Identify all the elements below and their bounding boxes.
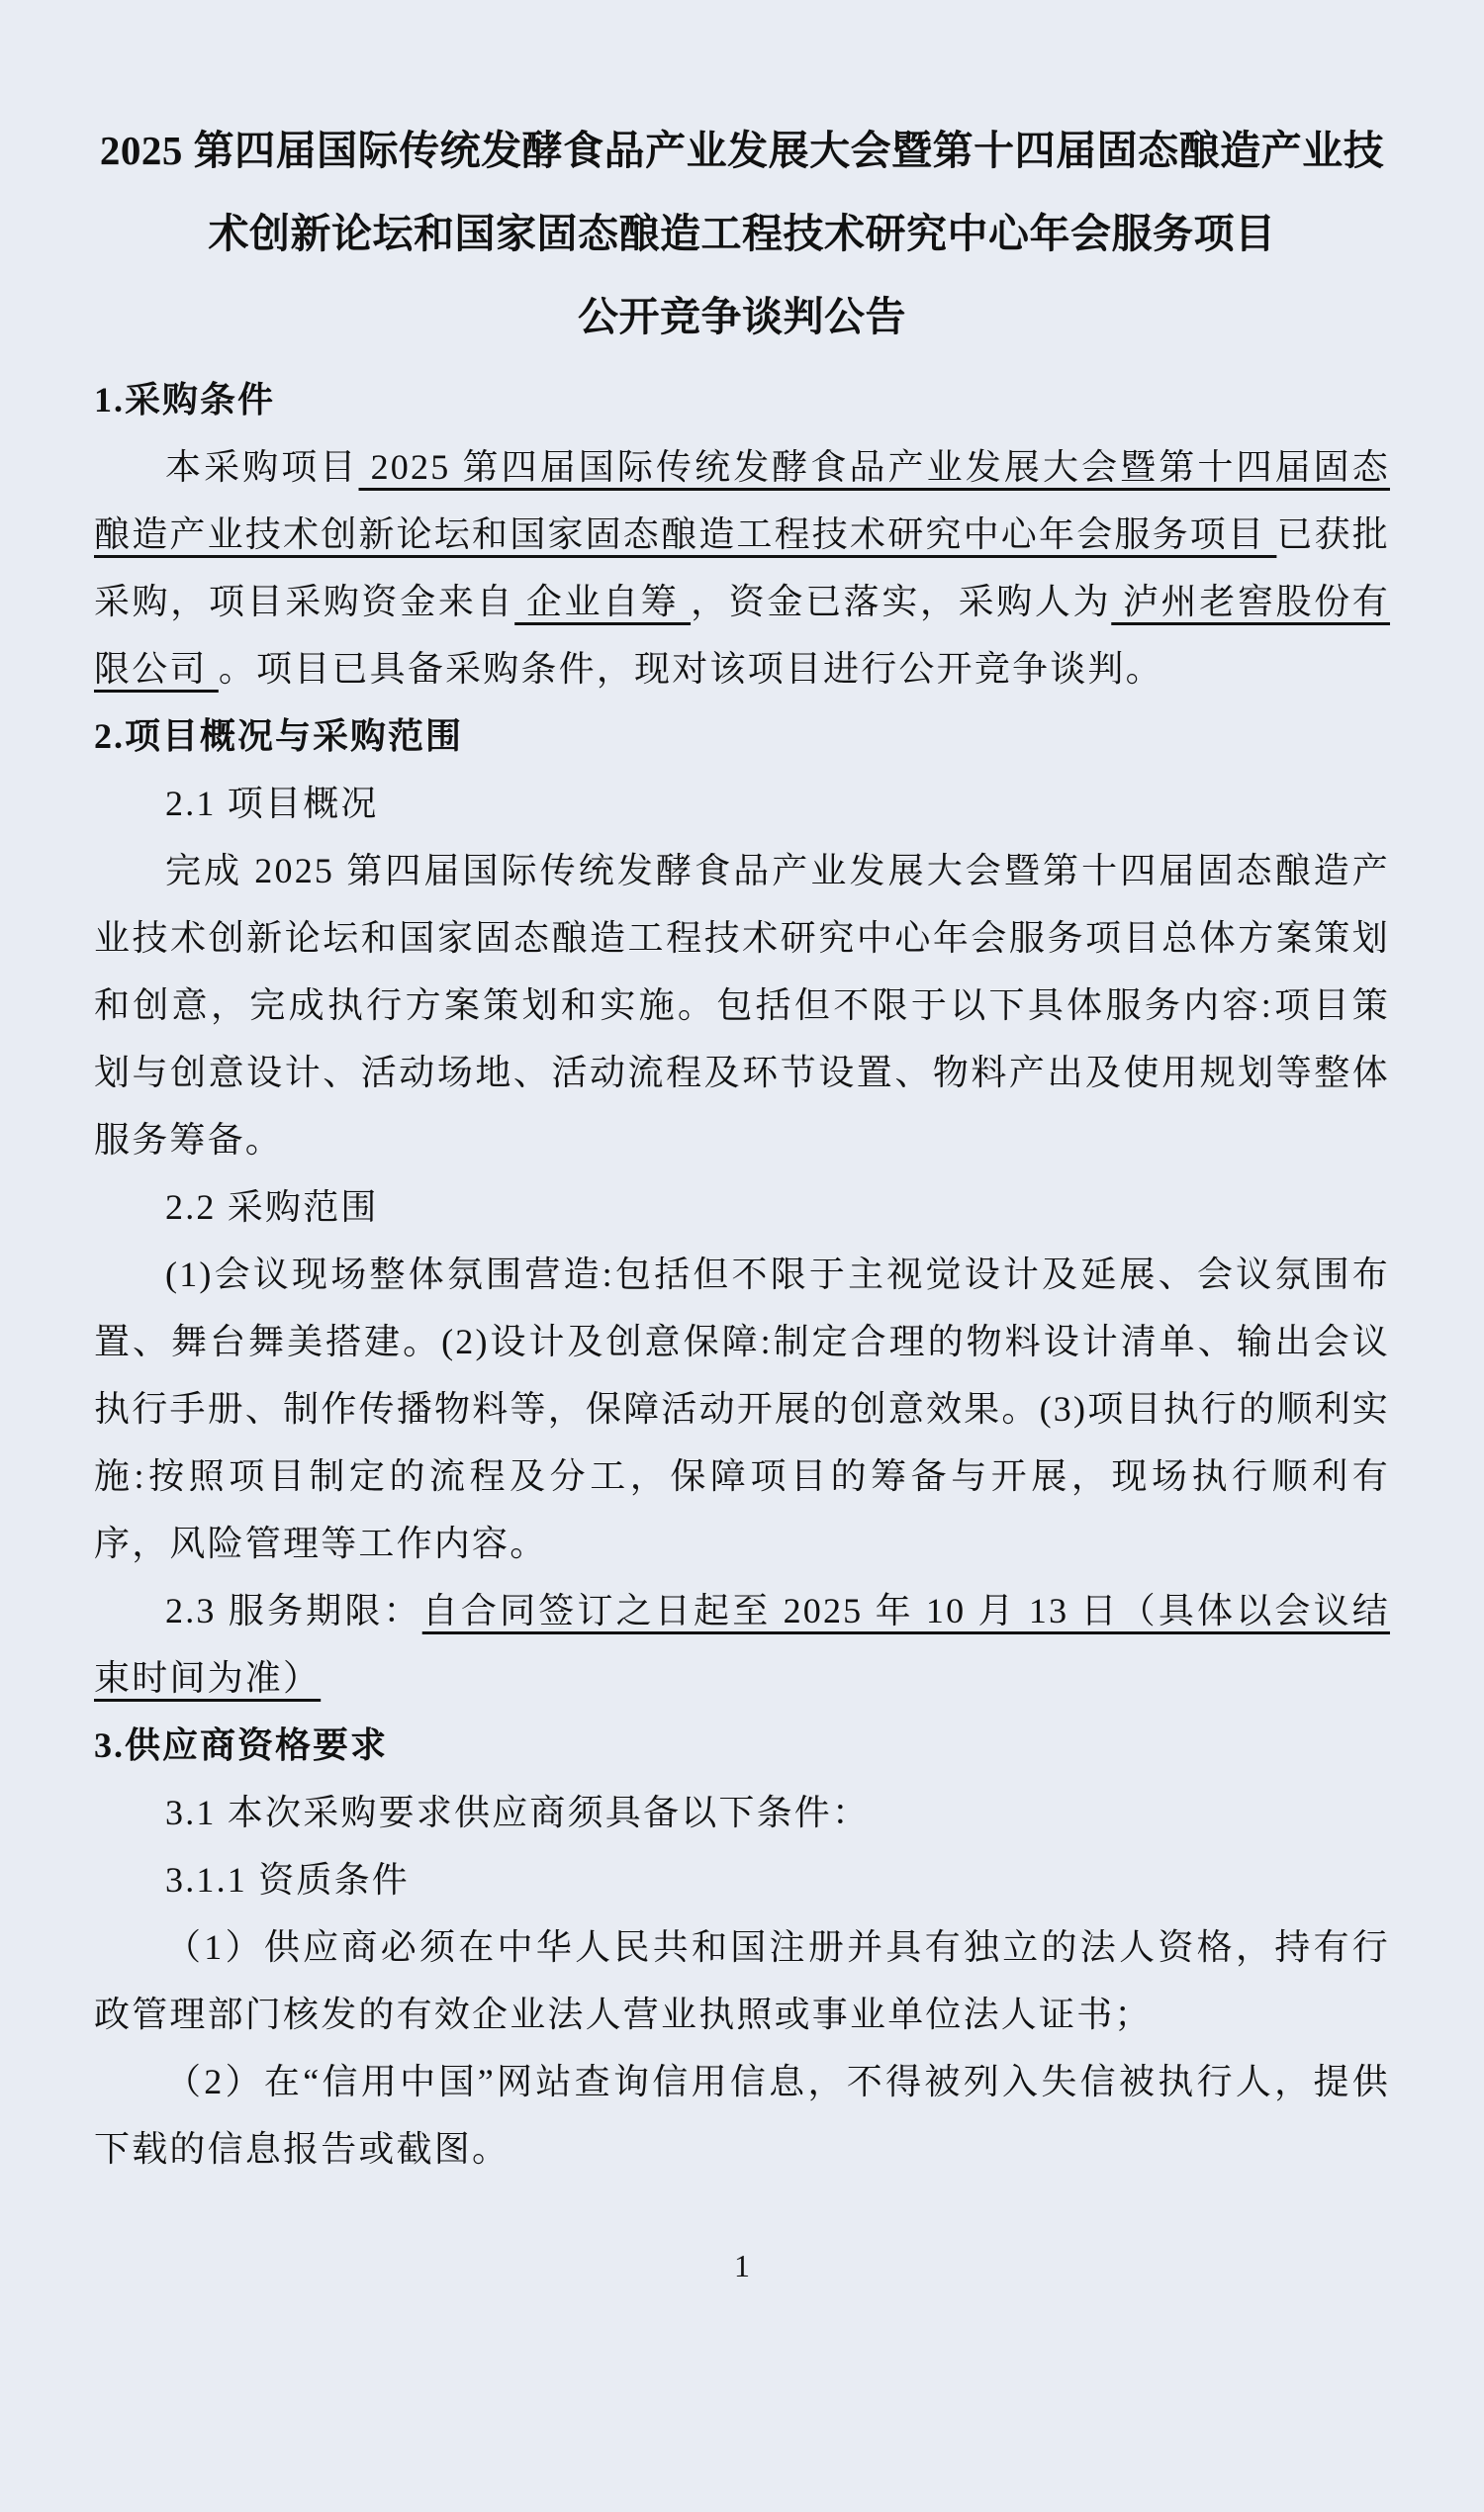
section-2-2-subheading: 2.2 采购范围: [165, 1187, 379, 1227]
service-term-label: 2.3 服务期限：: [165, 1591, 422, 1630]
project-overview-paragraph: 完成 2025 第四届国际传统发酵食品产业发展大会暨第十四届固态酿造产业技术创新论坛和国家固态酿造工程技术研究中心年会服务项目总体方案策划和创意，完成执行方案策划和实施。包括但不限于以下具体服务内容:项目策划与创意设计、活动场地、活动流程及环节设置、物料产出及使用规划等整体服务筹备。: [94, 851, 1390, 1160]
document-title-main: 2025 第四届国际传统发酵食品产业发展大会暨第十四届固态酿造产业技术创新论坛和国家固态酿造工程技术研究中心年会服务项目: [99, 128, 1385, 256]
purchaser-name-underlined: 泸州老窖股份有限公司: [94, 582, 1391, 689]
procurement-conditions-text: 。项目已具备采购条件，现对该项目进行公开竞争谈判。: [218, 649, 1163, 689]
qualification-requirement-1: （1）供应商必须在中华人民共和国注册并具有独立的法人资格，持有行政管理部门核发的有效企业法人营业执照或事业单位法人证书；: [94, 1927, 1390, 2034]
project-name-underlined: 2025 第四届国际传统发酵食品产业发展大会暨第十四届固态酿造产业技术创新论坛和国家固态酿造工程技术研究中心年会服务项目: [94, 447, 1390, 554]
page-number: 1: [734, 2248, 750, 2283]
section-2-1-subheading: 2.1 项目概况: [165, 784, 379, 823]
section-3-heading: 3.供应商资格要求: [94, 1725, 389, 1765]
service-term-paragraph: [94, 1577, 1390, 1712]
section-1-heading: 1.采购条件: [94, 380, 276, 419]
procurement-scope-paragraph: (1)会议现场整体氛围营造:包括但不限于主视觉设计及延展、会议氛围布置、舞台舞美搭建。(2)设计及创意保障:制定合理的物料设计清单、输出会议执行手册、制作传播物料等，保障活动开展的创意效果。(3)项目执行的顺利实施:按照项目制定的流程及分工，保障项目的筹备与开展，现场执行顺利有序，风险管理等工作内容。: [94, 1255, 1390, 1563]
procurement-intro-text: 本采购项目: [165, 447, 359, 487]
supplier-conditions-intro: 3.1 本次采购要求供应商须具备以下条件：: [165, 1793, 871, 1832]
funding-source-underlined: 企业自筹: [514, 582, 692, 621]
section-2-heading: 2.项目概况与采购范围: [94, 716, 464, 756]
qualification-requirement-2: （2）在“信用中国”网站查询信用信息，不得被列入失信被执行人，提供下载的信息报告或截图。: [94, 2062, 1390, 2169]
procurement-approved-text: 已获批采购，项目采购资金来自: [94, 514, 1391, 621]
funds-settled-text: ，资金已落实，采购人为: [691, 582, 1112, 621]
section-1-paragraph: [94, 433, 1390, 702]
service-term-value-underlined: 自合同签订之日起至 2025 年 10 月 13 日（具体以会议结束时间为准）: [94, 1591, 1390, 1698]
document-title-sub: 公开竞争谈判公告: [578, 294, 906, 339]
qualification-conditions-subheading: 3.1.1 资质条件: [165, 1860, 411, 1900]
